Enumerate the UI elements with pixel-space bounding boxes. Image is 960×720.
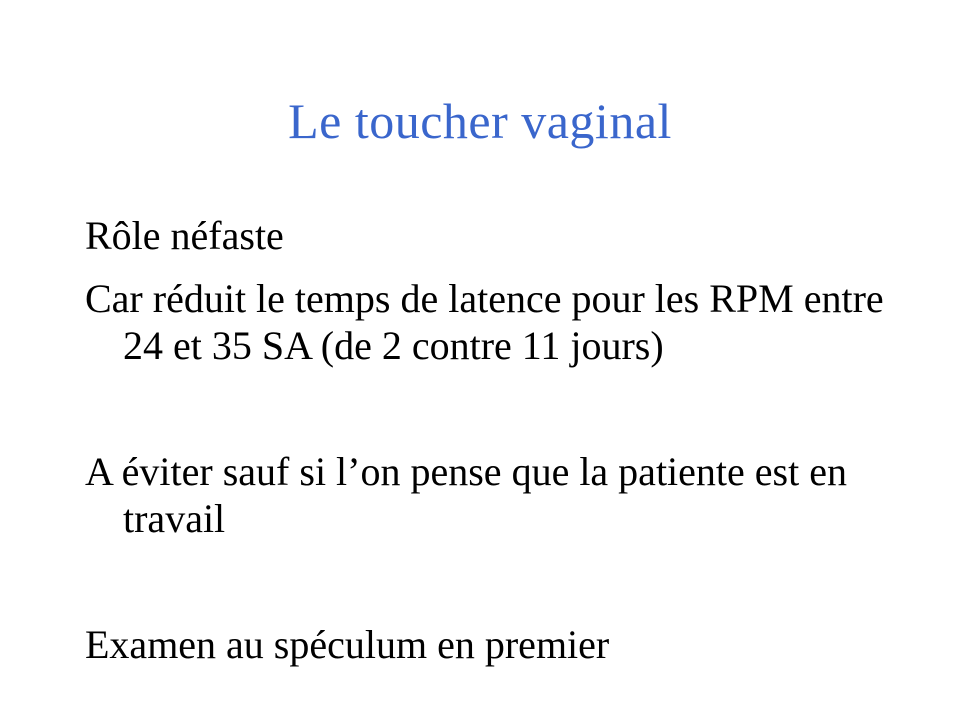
body-paragraph: Car réduit le temps de latence pour les RPM entre 24 et 35 SA (de 2 contre 11 jours): [85, 276, 884, 368]
slide-body: [85, 212, 890, 668]
body-paragraph-spacer: [85, 385, 890, 432]
body-paragraph: A éviter sauf si l’on pense que la patiente est en travail: [85, 449, 847, 541]
body-paragraph: Examen au spéculum en premier: [85, 622, 610, 667]
body-paragraph-spacer: [85, 558, 890, 605]
body-paragraph: Rôle néfaste: [85, 213, 284, 258]
slide-title: Le toucher vaginal: [288, 93, 672, 149]
